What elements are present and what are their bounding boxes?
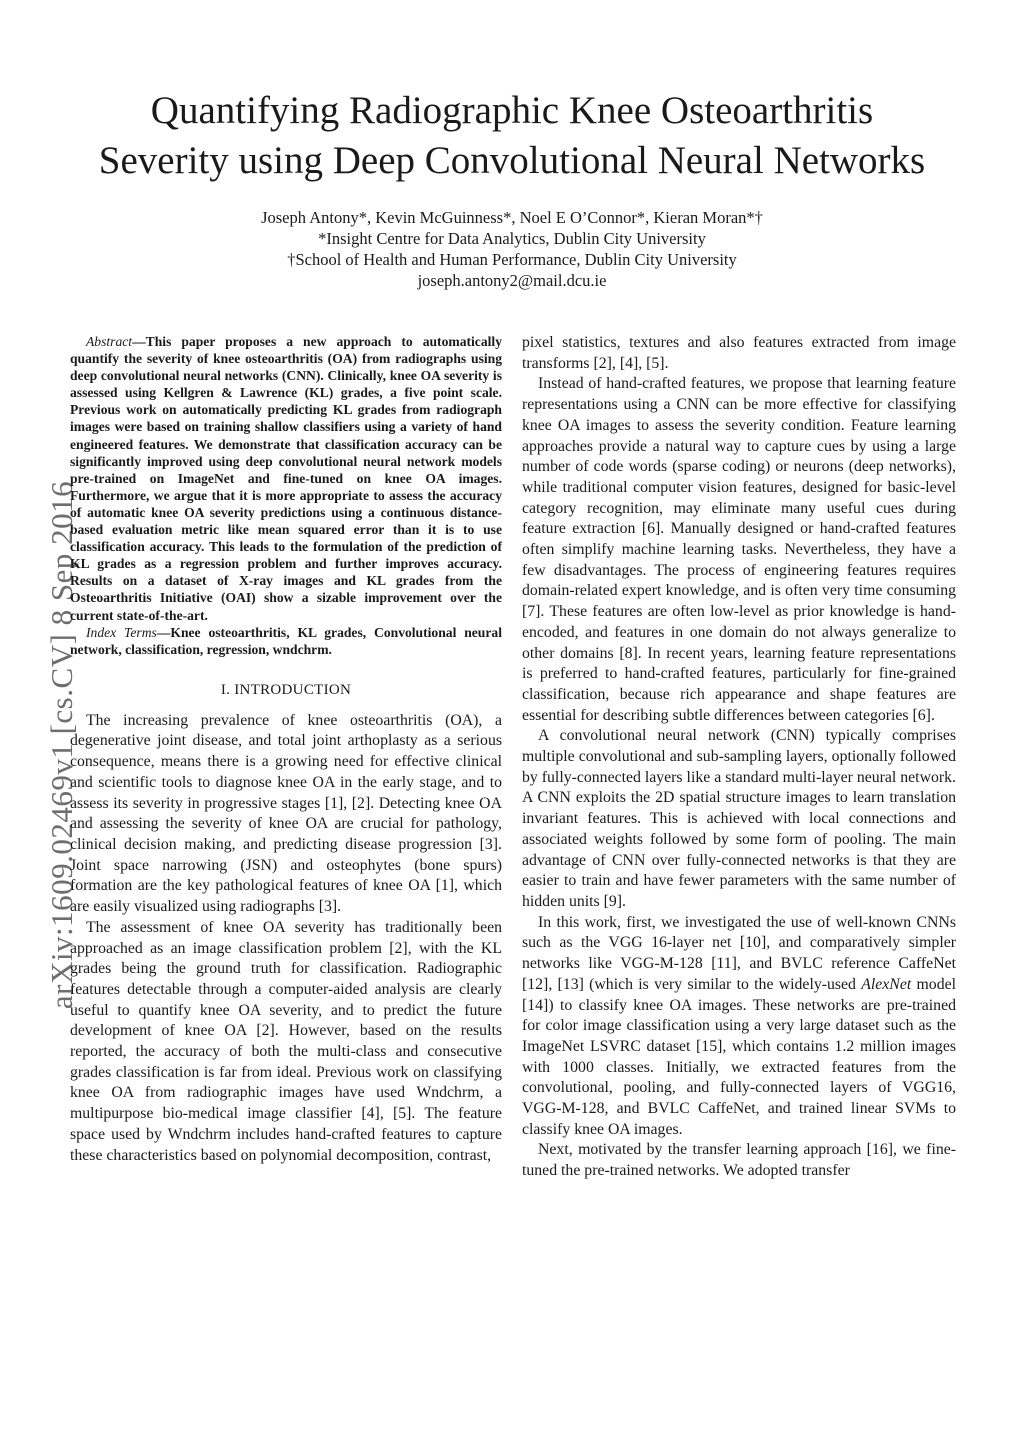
section-heading-introduction: I. INTRODUCTION	[220, 681, 352, 698]
title-line-1: Quantifying Radiographic Knee Osteoarthritis	[150, 89, 874, 132]
intro-paragraph-5-part-a: In this work, first, we investigated the use of well-known CNNs such as the VGG 16-layer net [10], and comparatively simpler networks like VGG-M-128 [11], and BVLC reference CaffeNet [12], [13] (which is very similar to the widely-used	[522, 913, 956, 993]
title-line-2: Severity using Deep Convolutional Neural Networks	[98, 139, 926, 182]
right-column	[522, 333, 956, 1182]
intro-paragraph-3: Instead of hand-crafted features, we propose that learning feature representations using a CNN can be more effective for classifying knee OA images to assess the severity condition. Feature learning approaches provide a natural way to capture cues by using a large number of code words (sparse coding) or neurons (deep networks), while traditional computer vision features, designed for basic-level category recognition, may eliminate many useful cues during feature extraction [6]. Manually designed or hand-crafted features often simplify machine learning tasks. Nevertheless, they have a few disadvantages. The process of engineering features requires domain-related expert knowledge, and is often very time consuming [7]. These features are often low-level as prior knowledge is hand-encoded, and features in one domain do not always generalize to other domains [8]. In recent years, learning feature representations is preferred to hand-crafted features, particularly for fine-grained classification, because rich appearance and shape features are essential for describing subtle differences between categories [6].	[522, 375, 956, 724]
left-column	[70, 333, 502, 1166]
affiliation-health: †School of Health and Human Performance, Dublin City University	[287, 250, 737, 269]
index-terms-text: —Knee osteoarthritis, KL grades, Convolutional neural network, classification, regression, wndchrm.	[70, 624, 502, 657]
abstract-label: Abstract	[86, 334, 133, 349]
author-email: joseph.antony2@mail.dcu.ie	[417, 271, 607, 290]
abstract-text: —This paper proposes a new approach to automatically quantify the severity of knee osteoarthritis (OA) from radiographs using deep convolutional neural networks (CNN). Clinically, knee OA severity is assessed using Kellgren & Lawrence (KL) grades, a five point scale. Previous work on automatically predicting KL grades from radiograph images were based on training shallow classifiers using a variety of hand engineered features. We demonstrate that classification accuracy can be significantly improved using deep convolutional neural network models pre-trained on ImageNet and fine-tuned on knee OA images. Furthermore, we argue that it is more appropriate to assess the accuracy of automatic knee OA severity predictions using a continuous distance-based evaluation metric like mean squared error than it is to use classification accuracy. This leads to the formulation of the prediction of KL grades as a regression problem and further improves accuracy. Results on a dataset of X-ray images and KL grades from the Osteoarthritis Initiative (OAI) show a sizable improvement over the current state-of-the-art.	[70, 334, 502, 623]
paper-title	[40, 86, 984, 186]
author-list: Joseph Antony*, Kevin McGuinness*, Noel E O’Connor*, Kieran Moran*†	[261, 208, 763, 227]
intro-paragraph-5-part-b: model [14]) to classify knee OA images. These networks are pre-trained for color image classification using a very large dataset such as the ImageNet LSVRC dataset [15], which contains 1.2 million images with 1000 classes. Initially, we extracted features from the convolutional, pooling, and fully-connected layers of VGG16, VGG-M-128, and BVLC CaffeNet, and trained linear SVMs to classify knee OA images.	[522, 975, 956, 1138]
intro-paragraph-6: Next, motivated by the transfer learning approach [16], we fine-tuned the pre-trained networks. We adopted transfer	[522, 1141, 956, 1180]
alexnet-term: AlexNet	[861, 975, 912, 993]
affiliation-insight: *Insight Centre for Data Analytics, Dublin City University	[318, 229, 706, 248]
index-terms-label: Index Terms	[86, 624, 157, 640]
arxiv-identifier: arXiv:1609.02469v1 [cs.CV] 8 Sep 2016	[44, 480, 79, 1010]
intro-paragraph-continued: pixel statistics, textures and also features extracted from image transforms [2], [4], [5].	[522, 334, 956, 372]
intro-paragraph-4: A convolutional neural network (CNN) typically comprises multiple convolutional and sub-sampling layers, optionally followed by fully-connected layers like a standard multi-layer neural network. A CNN exploits the 2D spatial structure images to learn translation invariant features. This is achieved with local connections and associated weights followed by some form of pooling. The main advantage of CNN over fully-connected networks is that they are easier to train and have fewer parameters with the same number of hidden units [9].	[522, 727, 956, 910]
intro-paragraph-5	[522, 913, 956, 1141]
abstract	[70, 333, 502, 624]
intro-paragraph-1: The increasing prevalence of knee osteoarthritis (OA), a degenerative joint disease, and total joint arthoplasty as a serious consequence, means there is a growing need for effective clinical and scientific tools to diagnose knee OA in the early stage, and to assess its severity in progressive stages [1], [2]. Detecting knee OA and assessing the severity of knee OA are crucial for pathology, clinical decision making, and predicting disease progression [3]. Joint space narrowing (JSN) and osteophytes (bone spurs) formation are the key pathological features of knee OA [1], which are easily visualized using radiographs [3].	[70, 711, 502, 916]
index-terms	[70, 624, 502, 658]
intro-paragraph-2: The assessment of knee OA severity has traditionally been approached as an image classification problem [2], with the KL grades being the ground truth for classification. Radiographic features detectable through a computer-aided analysis are clearly useful to quantify knee OA severity, and to predict the future development of knee OA [2]. However, based on the results reported, the accuracy of both the multi-class and consecutive grades classification is far from ideal. Previous work on classifying knee OA from radiographic images have used Wndchrm, a multipurpose bio-medical image classifier [4], [5]. The feature space used by Wndchrm includes hand-crafted features to capture these characteristics based on polynomial decomposition, contrast,	[70, 918, 502, 1164]
author-block	[40, 207, 984, 291]
